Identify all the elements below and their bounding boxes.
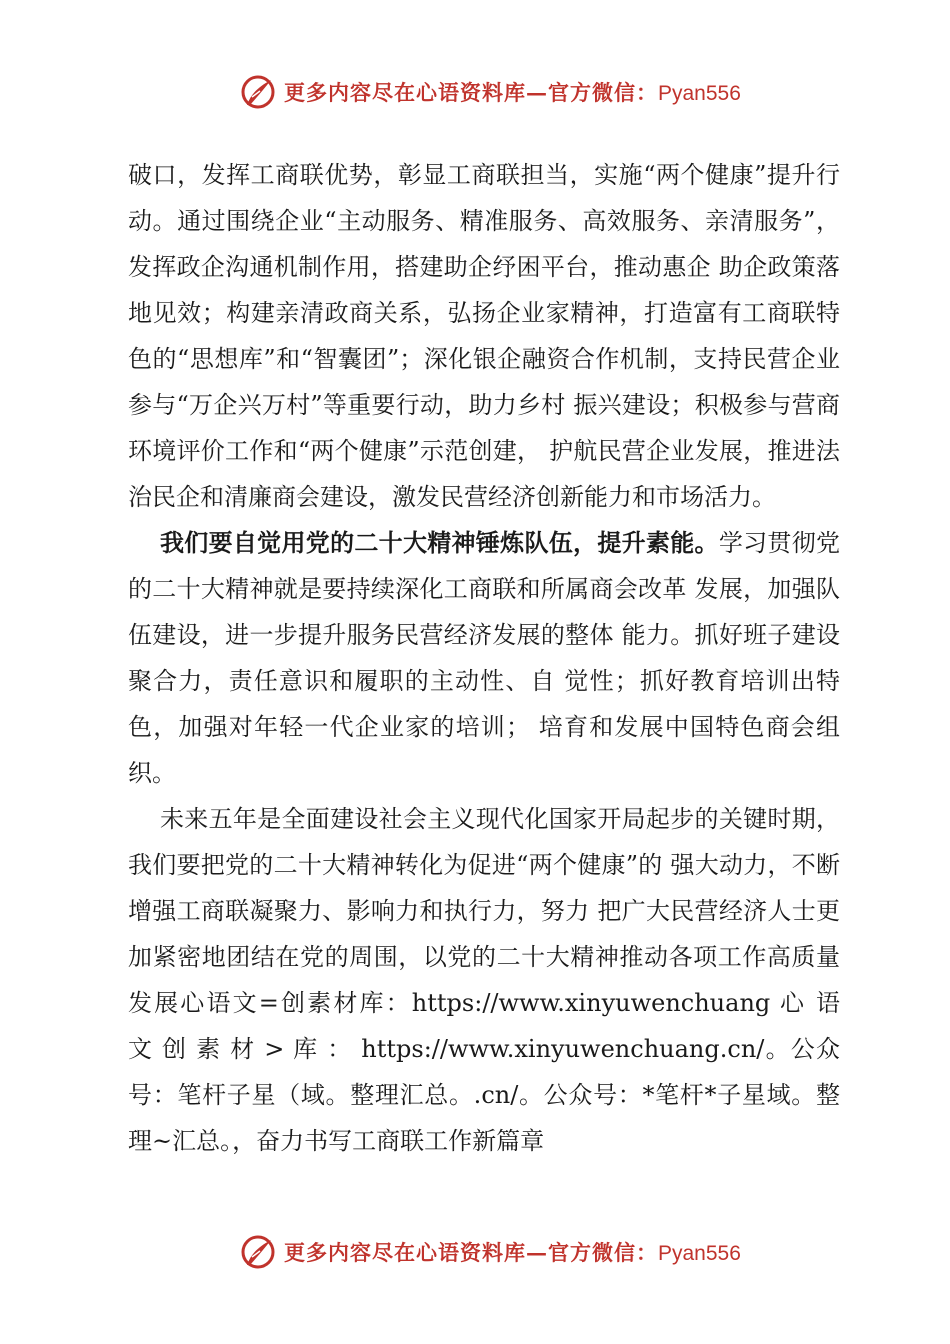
wechat-id: Pyan556 — [658, 82, 741, 105]
paragraph: 破口，发挥工商联优势，彰显工商联担当，实施“两个健康”提升行动。通过围绕企业“主动服务、精准服务、高效服务、亲清服务”，发挥政企沟通机制作用，搭建助企纾困平台，推动惠企 助企政策落地见效；构建亲清政商关系，弘扬企业家精神，打造富有工商联特色的“思想库”和“智囊团”；深化银企融资合作机制，支持民营企业参与“万企兴万村”等重要行动，助力乡村 振兴建设；积极参与营商环境评价工作和“两个健康”示范创建， 护航民营企业发展，推进法治民企和清廉商会建设，激发民营经济创新能力和市场活力。 — [128, 161, 840, 511]
logo-icon — [238, 72, 278, 112]
footer-banner — [238, 1232, 741, 1272]
banner-text: 更多内容尽在心语资料库—官方微信：Pyan556 — [284, 80, 741, 105]
wechat-id: Pyan556 — [658, 1242, 741, 1265]
paragraph: 我们要自觉用党的二十大精神锤炼队伍，提升素能。学习贯彻党的二十大精神就是要持续深化工商联和所属商会改革 发展，加强队伍建设，进一步提升服务民营经济发展的整体 能力。抓好班子建设聚合力，责任意识和履职的主动性、自 觉性；抓好教育培训出特色，加强对年轻一代企业家的培训； 培育和发展中国特色商会组织。 — [128, 529, 841, 787]
banner-text: 更多内容尽在心语资料库—官方微信：Pyan556 — [284, 1240, 741, 1265]
paragraph-lead: 我们要自觉用党的二十大精神锤炼队伍，提升素能。 — [160, 529, 719, 557]
paragraph: 未来五年是全面建设社会主义现代化国家开局起步的关键时期，我们要把党的二十大精神转化为促进“两个健康”的 强大动力，不断增强工商联凝聚力、影响力和执行力，努力 把广大民营经济人士更加紧密地团结在党的周围，以党的二十大精神推动各项工作高质量发展心语文=创素材库：https://www.xinyuwenchuang 心 语 文 创 素 材 > 库 ： https://www.xinyuwenchuang.cn/。公众号：笔杆子星（域。整理汇总。.cn/。公众号：*笔杆*子星域。整理~汇总。，奋力书写工商联工作新篇章 — [128, 805, 840, 1155]
document-body — [128, 152, 840, 1164]
header-banner — [238, 72, 741, 112]
logo-icon — [238, 1232, 278, 1272]
